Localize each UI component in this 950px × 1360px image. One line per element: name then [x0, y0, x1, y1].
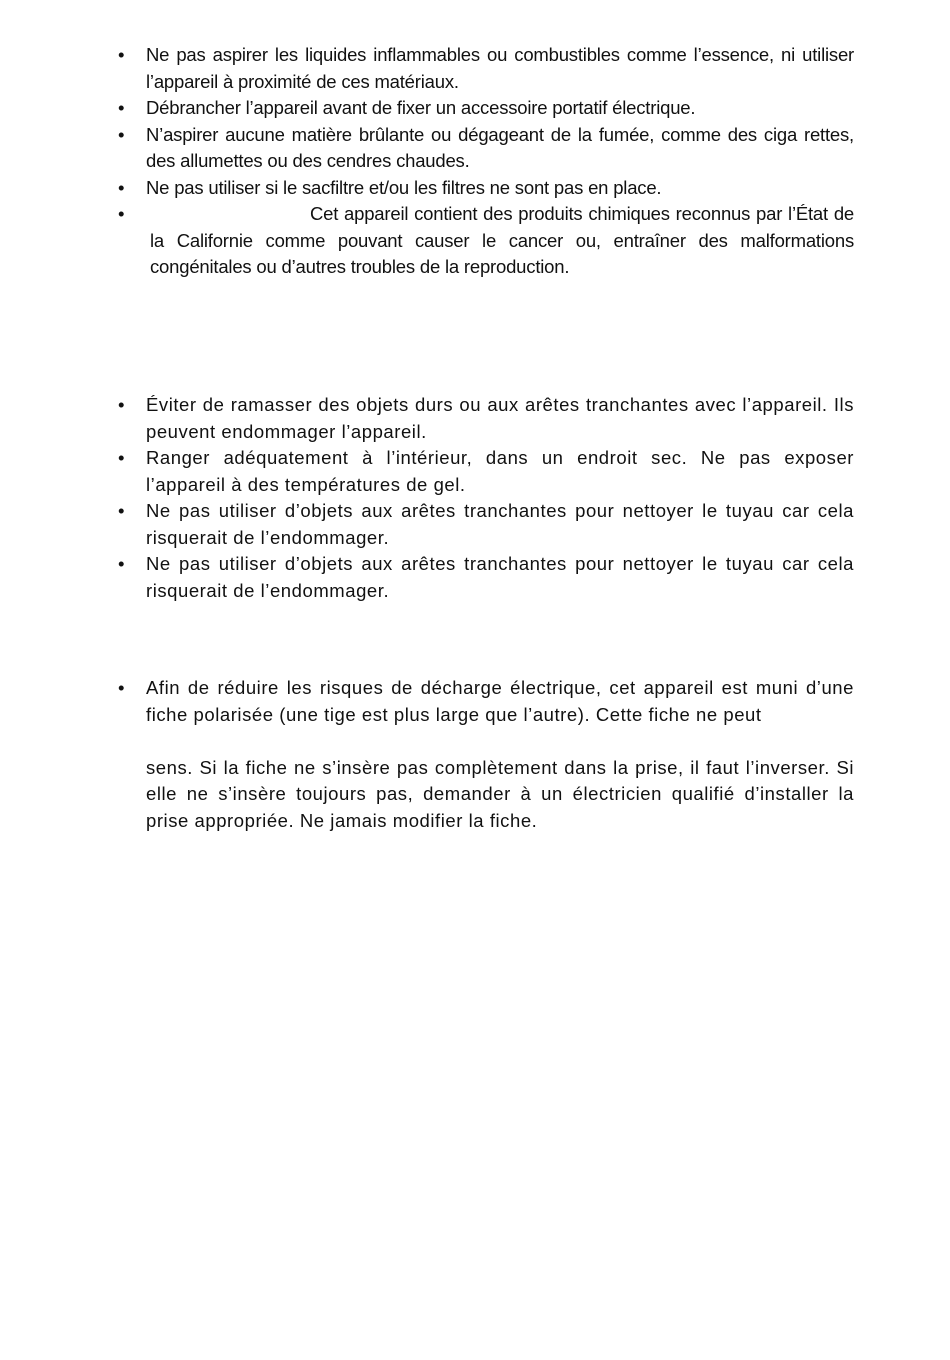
list-item-california-warning [118, 201, 854, 281]
list-item-text: Débrancher l’appareil avant de fixer un accessoire portatif électrique. [146, 97, 696, 118]
list-item-text: Afin de réduire les risques de décharge électrique, cet appareil est muni d’une fiche polarisée (une tige est plus large que l’autre). Cette fiche ne peut [146, 677, 854, 725]
list-item [118, 95, 854, 122]
list-item-text: Ne pas utiliser si le sacfiltre et/ou les filtres ne sont pas en place. [146, 176, 662, 198]
list-item-text: Éviter de ramasser des objets durs ou aux arêtes tranchantes avec l’appareil. Ils peuvent endommager l’appareil. [146, 394, 854, 442]
list-item [118, 392, 854, 445]
list-item [118, 175, 854, 202]
warning-list-3 [118, 675, 854, 834]
list-item [118, 122, 854, 175]
bullet-icon: • [118, 394, 126, 415]
list-item-text: Ne pas utiliser d’objets aux arêtes tranchantes pour nettoyer le tuyau car cela risquerait de l’endommager. [146, 500, 854, 548]
list-item-text: Cet appareil contient des produits chimiques reconnus par l’État de la Californie comme pouvant causer le cancer ou, entraîner des malformations congénitales ou d’autres troubles de la reproduction. [150, 203, 854, 277]
list-item-text: Ne pas aspirer les liquides inflammables ou combustibles comme l’essence, ni utiliser l’appareil à proximité de ces matériaux. [146, 44, 854, 92]
list-item-text-continued: sens. Si la fiche ne s’insère pas complètement dans la prise, il faut l’inverser. Si elle ne s’insère toujours pas, demander à un électricien qualifié d’installer la prise appropriée. Ne jamais modifier la fiche. [146, 756, 854, 831]
bullet-icon: • [118, 97, 125, 118]
bullet-icon: • [118, 176, 125, 198]
list-item-polarized-plug [118, 675, 854, 834]
list-item-text: N’aspirer aucune matière brûlante ou dégageant de la fumée, comme des ciga rettes, des allumettes ou des cendres chaudes. [146, 123, 854, 171]
warning-list-2 [118, 392, 854, 604]
blank-line [146, 728, 854, 755]
list-item [118, 498, 854, 551]
warning-list-1 [118, 42, 854, 281]
bullet-icon: • [118, 123, 125, 145]
list-item-text: Ne pas utiliser d’objets aux arêtes tranchantes pour nettoyer le tuyau car cela risquerait de l’endommager. [146, 553, 854, 601]
list-item [118, 551, 854, 604]
list-item-text: Ranger adéquatement à l’intérieur, dans un endroit sec. Ne pas exposer l’appareil à des températures de gel. [146, 447, 854, 495]
bullet-icon: • [118, 500, 126, 521]
bullet-icon: • [118, 44, 125, 65]
list-item [118, 42, 854, 95]
bullet-icon: • [118, 203, 125, 224]
bullet-icon: • [118, 447, 126, 468]
bullet-icon: • [118, 553, 126, 574]
list-item [118, 445, 854, 498]
bullet-icon: • [118, 677, 126, 698]
